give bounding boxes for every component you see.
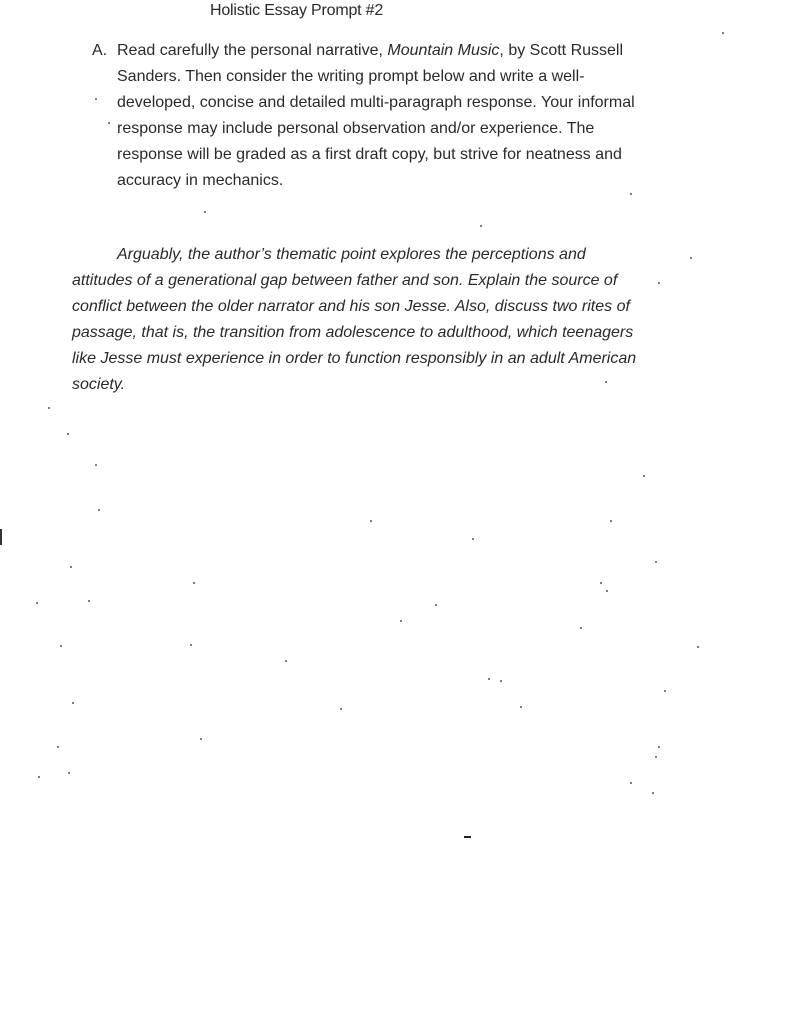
scan-speck [400,620,402,622]
scan-speck [610,520,612,522]
instructions-item-a [92,38,692,194]
scan-speck [520,706,522,708]
scan-speck [204,211,206,213]
prompt-line-3: conflict between the older narrator and his son Jesse. Also, discuss two rites of [72,298,630,315]
scan-speck [658,282,660,284]
scan-speck [193,582,195,584]
scan-speck [370,520,372,522]
prompt-line-6: society. [72,376,126,393]
scan-speck [655,561,657,563]
scan-speck [95,464,97,466]
instructions-line-1: Read carefully the personal narrative, Mountain Music, by Scott Russell [117,42,624,59]
writing-prompt [72,242,692,398]
scan-speck [658,746,660,748]
scan-speck [435,604,437,606]
scan-speck [580,627,582,629]
instructions-line-4: response may include personal observation and/or experience. The [117,120,595,137]
scan-speck [48,407,50,409]
scan-speck [36,602,38,604]
scan-speck [606,590,608,592]
scan-speck [98,509,100,511]
scan-speck [68,772,70,774]
list-marker: A. [92,42,108,59]
scan-speck [60,645,62,647]
instructions-line-3: developed, concise and detailed multi-paragraph response. Your informal [117,94,635,111]
prompt-line-2: attitudes of a generational gap between father and son. Explain the source of [72,272,618,289]
scan-speck [600,582,602,584]
prompt-line-4: passage, that is, the transition from adolescence to adulthood, which teenagers [72,324,634,341]
scan-speck [190,644,192,646]
instructions-line-6: accuracy in mechanics. [117,172,284,189]
scan-speck [95,98,97,100]
scan-speck [655,756,657,758]
instructions-line-2: Sanders. Then consider the writing prompt below and write a well- [117,68,585,85]
scan-speck [630,782,632,784]
scan-speck [500,680,502,682]
instructions-text [117,38,692,194]
scan-speck [108,122,110,124]
narrative-title: Mountain Music [387,42,500,59]
scan-speck [722,32,724,34]
scan-speck [70,566,72,568]
scan-speck [690,257,692,259]
scan-speck [72,702,74,704]
scan-speck [472,538,474,540]
scan-speck [57,746,59,748]
scan-edge-mark [0,529,2,545]
instructions-line-5: response will be graded as a first draft copy, but strive for neatness and [117,146,622,163]
scan-speck [643,475,645,477]
scan-speck [664,690,666,692]
scan-speck [480,225,482,227]
prompt-line-1: Arguably, the author’s thematic point explores the perceptions and [117,246,586,263]
scan-speck [605,381,607,383]
prompt-line-5: like Jesse must experience in order to function responsibly in an adult American [72,350,637,367]
scan-speck [488,678,490,680]
scan-speck [285,660,287,662]
scan-speck [340,708,342,710]
scan-speck [67,433,69,435]
scan-dash-mark [464,836,471,838]
scan-speck [88,600,90,602]
scan-speck [200,738,202,740]
scan-speck [652,792,654,794]
scan-speck [38,776,40,778]
scan-speck [697,646,699,648]
page-title: Holistic Essay Prompt #2 [210,2,384,19]
scan-speck [630,193,632,195]
